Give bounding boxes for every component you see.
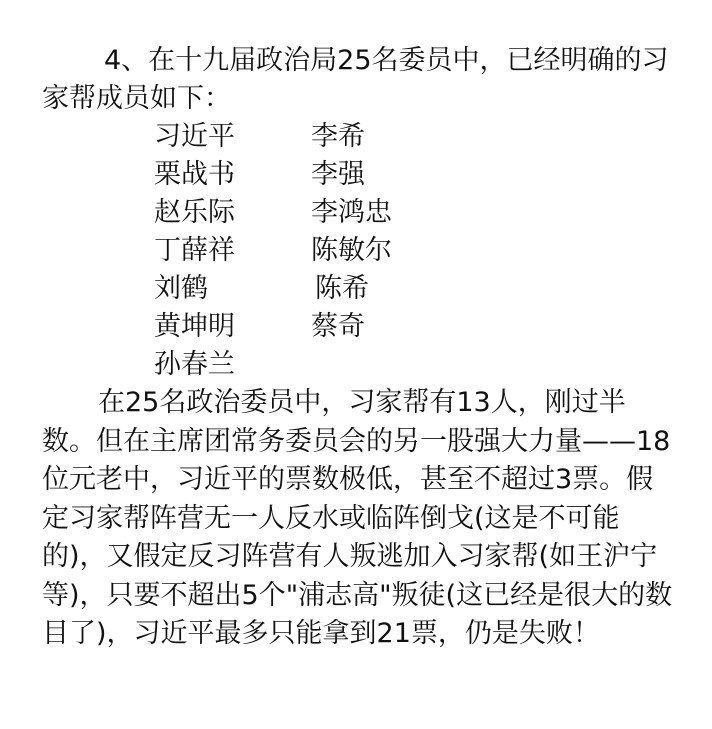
member-name: 刘鹤 (154, 273, 208, 304)
member-row (154, 308, 474, 346)
member-name: 陈希 (315, 273, 369, 304)
member-name: 栗战书 (154, 159, 235, 190)
member-name: 孙春兰 (154, 349, 235, 380)
member-name: 陈敏尔 (311, 235, 392, 266)
member-name: 李希 (311, 121, 365, 152)
member-list (154, 118, 474, 384)
member-name: 蔡奇 (311, 311, 365, 342)
member-name: 黄坤明 (154, 311, 235, 342)
member-row (154, 118, 474, 156)
body-paragraph: 在25名政治委员中，习家帮有13人，刚过半数。但在主席团常务委员会的另一股强大力量——18位元老中，习近平的票数极低，甚至不超过3票。假定习家帮阵营无一人反水或临阵倒戈(这是不可能的)，又假定反习阵营有人叛逃加入习家帮(如王沪宁等)，只要不超出5个"浦志高"叛徒(这已经是很大的数目了)，习近平最多只能拿到21票，仍是失败！ (42, 387, 673, 649)
member-name: 李鸿忠 (311, 197, 392, 228)
member-row (154, 270, 474, 308)
member-row (154, 232, 474, 270)
member-name: 丁薛祥 (154, 235, 235, 266)
member-row (154, 156, 474, 194)
member-name: 李强 (311, 159, 365, 190)
member-name: 习近平 (154, 121, 235, 152)
section-heading: 4、在十九届政治局25名委员中，已经明确的习家帮成员如下： (42, 45, 669, 114)
member-row (154, 346, 474, 384)
member-row (154, 194, 474, 232)
member-name: 赵乐际 (154, 197, 235, 228)
